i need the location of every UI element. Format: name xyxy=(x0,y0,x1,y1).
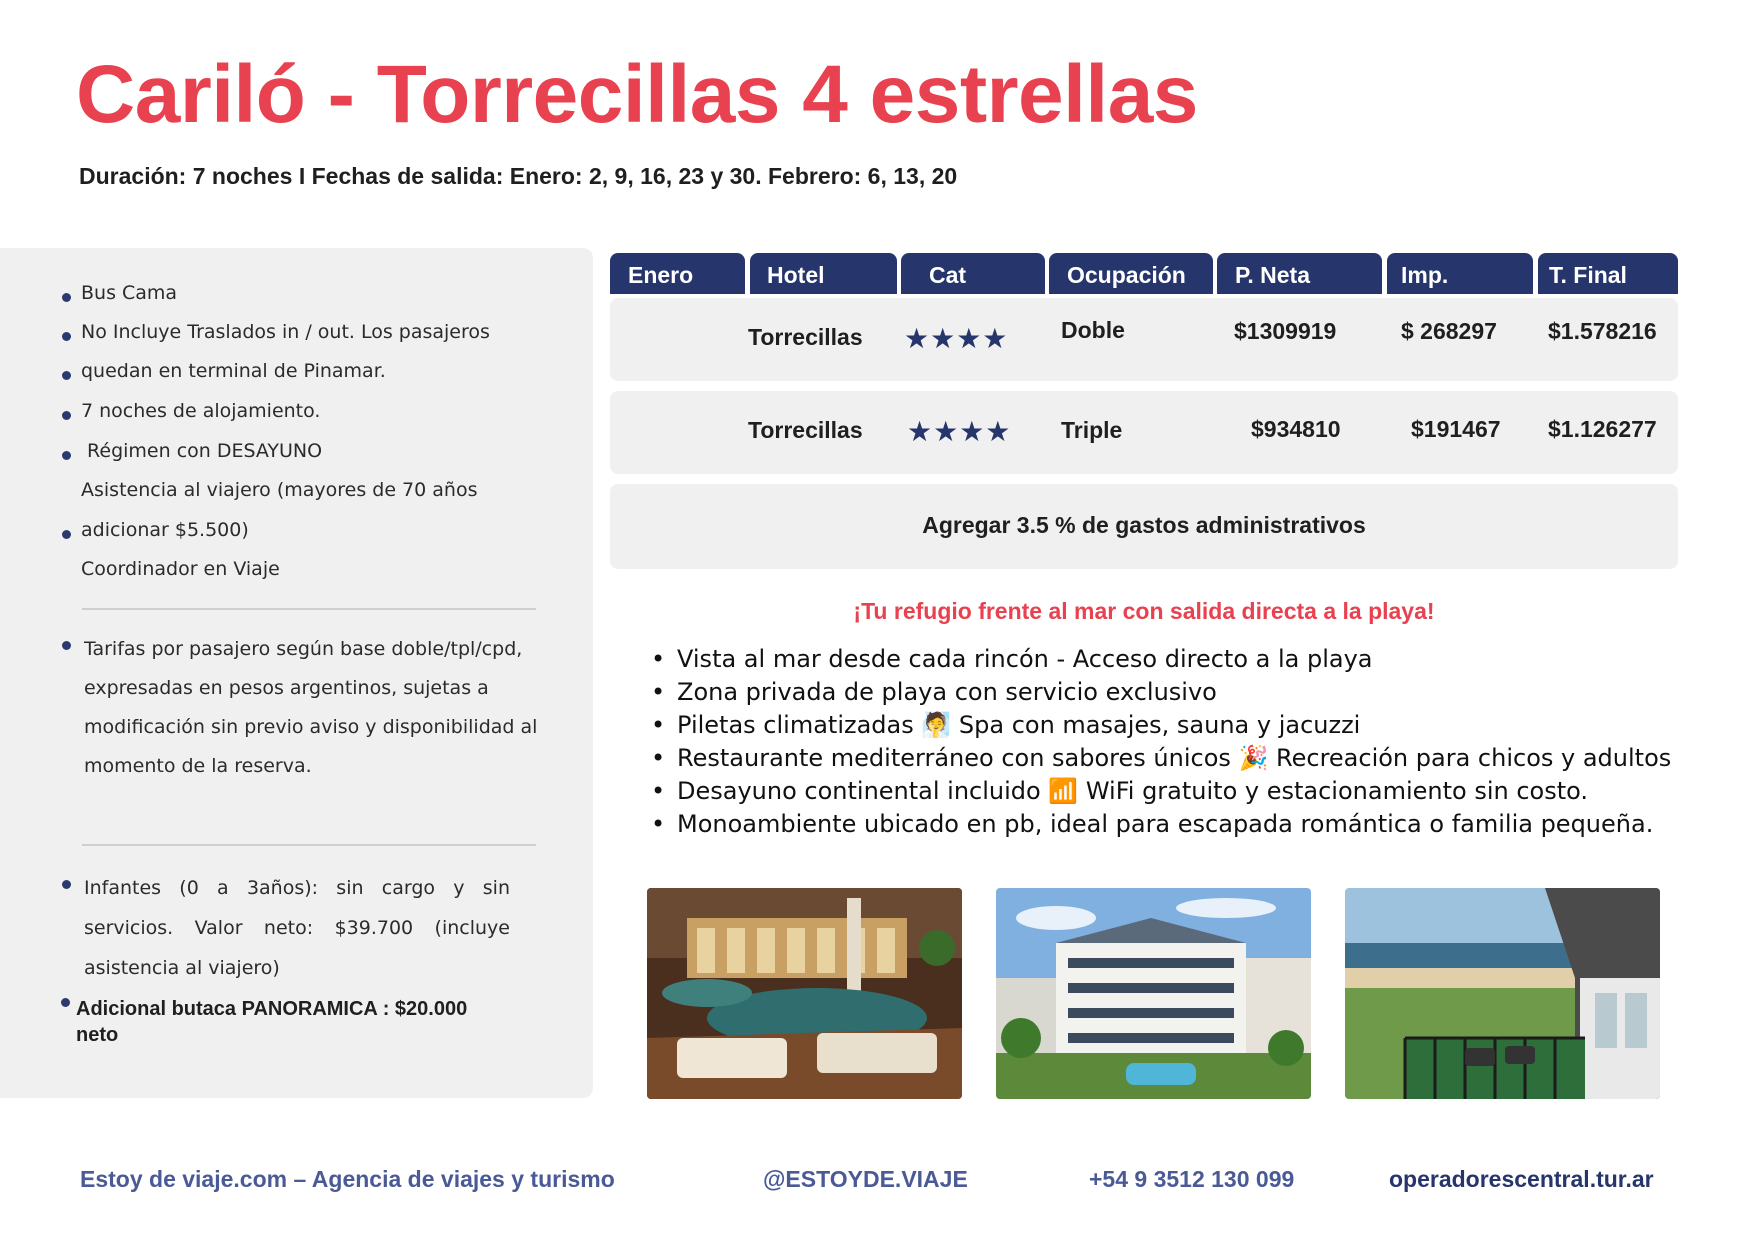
list-item: • Zona privada de playa con servicio exclusivo xyxy=(651,676,1701,709)
star-rating-icon: ★★★★ xyxy=(904,322,1009,355)
col-header-hotel: Hotel xyxy=(750,253,897,294)
table-row xyxy=(610,298,1678,381)
col-header-category: Cat xyxy=(901,253,1045,294)
include-item: Asistencia al viajero (mayores de 70 años xyxy=(81,479,478,501)
tax-amount: $ 268297 xyxy=(1401,318,1497,344)
list-item: • Vista al mar desde cada rincón - Acceso directo a la playa xyxy=(651,643,1701,676)
feature-list xyxy=(651,643,1701,841)
terrace-sea-view-photo xyxy=(1345,888,1660,1099)
bullet-dot xyxy=(61,998,70,1007)
trip-dates: Duración: 7 noches I Fechas de salida: Enero: 2, 9, 16, 23 y 30. Febrero: 6, 13, 20 xyxy=(79,163,958,189)
divider xyxy=(82,844,536,846)
divider xyxy=(82,608,536,610)
infants-note: Infantes (0 a 3años): sin cargo y sin servicios. Valor neto: $39.700 (incluye asistencia al viajero) xyxy=(84,877,510,979)
page-title: Cariló - Torrecillas 4 estrellas xyxy=(76,49,1198,140)
net-price: $1309919 xyxy=(1234,318,1337,344)
bullet-dot xyxy=(62,530,71,539)
list-item: • Monoambiente ubicado en pb, ideal para escapada romántica o familia pequeña. xyxy=(651,808,1701,841)
include-item: Coordinador en Viaje xyxy=(81,558,280,580)
bullet-dot xyxy=(62,880,71,889)
col-header-occupancy: Ocupación xyxy=(1049,253,1213,294)
tagline: ¡Tu refugio frente al mar con salida directa a la playa! xyxy=(853,598,1435,624)
include-item: 7 noches de alojamiento. xyxy=(81,400,321,422)
footer-phone: +54 9 3512 130 099 xyxy=(1089,1166,1295,1192)
info-panel xyxy=(0,248,593,1098)
bullet-dot xyxy=(62,641,71,650)
bullet-dot xyxy=(62,451,71,460)
col-header-net: P. Neta xyxy=(1217,253,1382,294)
include-item: quedan en terminal de Pinamar. xyxy=(81,360,386,382)
tax-amount: $191467 xyxy=(1411,416,1501,442)
include-item: Régimen con DESAYUNO xyxy=(81,440,323,462)
spa-pool-photo xyxy=(647,888,962,1099)
admin-fee-note: Agregar 3.5 % de gastos administrativos xyxy=(922,512,1366,538)
star-rating-icon: ★★★★ xyxy=(907,415,1012,448)
list-item: • Piletas climatizadas 🧖 Spa con masajes, sauna y jacuzzi xyxy=(651,709,1701,742)
occupancy: Triple xyxy=(1061,417,1123,443)
list-item: • Restaurante mediterráneo con sabores únicos 🎉 Recreación para chicos y adultos xyxy=(651,742,1701,775)
panoramic-seat-note: Adicional butaca PANORAMICA : $20.000 neto xyxy=(76,998,468,1046)
final-price: $1.126277 xyxy=(1548,416,1657,442)
table-row xyxy=(610,391,1678,474)
include-item: adicionar $5.500) xyxy=(81,519,249,541)
net-price: $934810 xyxy=(1251,416,1341,442)
admin-fee-row xyxy=(610,484,1678,569)
bullet-dot xyxy=(62,371,71,380)
col-header-month: Enero xyxy=(610,253,745,294)
footer-agency: Estoy de viaje.com – Agencia de viajes y turismo xyxy=(80,1166,615,1192)
hotel-name: Torrecillas xyxy=(748,417,863,443)
hotel-name: Torrecillas xyxy=(748,324,863,350)
col-header-tax: Imp. xyxy=(1387,253,1533,294)
final-price: $1.578216 xyxy=(1548,318,1657,344)
include-item: Bus Cama xyxy=(81,282,178,304)
col-header-final: T. Final xyxy=(1538,253,1678,294)
tariff-note: Tarifas por pasajero según base doble/tpl/cpd, expresadas en pesos argentinos, sujetas a modificación sin previo aviso y disponibilidad al momento de la reserva. xyxy=(84,638,538,777)
include-item: No Incluye Traslados in / out. Los pasajeros xyxy=(81,321,490,343)
list-item: • Desayuno continental incluido 📶 WiFi gratuito y estacionamiento sin costo. xyxy=(651,775,1701,808)
bullet-dot xyxy=(62,411,71,420)
occupancy: Doble xyxy=(1061,317,1125,343)
footer-instagram: @ESTOYDE.VIAJE xyxy=(763,1166,968,1192)
hotel-exterior-photo xyxy=(996,888,1311,1099)
bullet-dot xyxy=(62,332,71,341)
footer-website: operadorescentral.tur.ar xyxy=(1389,1166,1654,1192)
bullet-dot xyxy=(62,293,71,302)
